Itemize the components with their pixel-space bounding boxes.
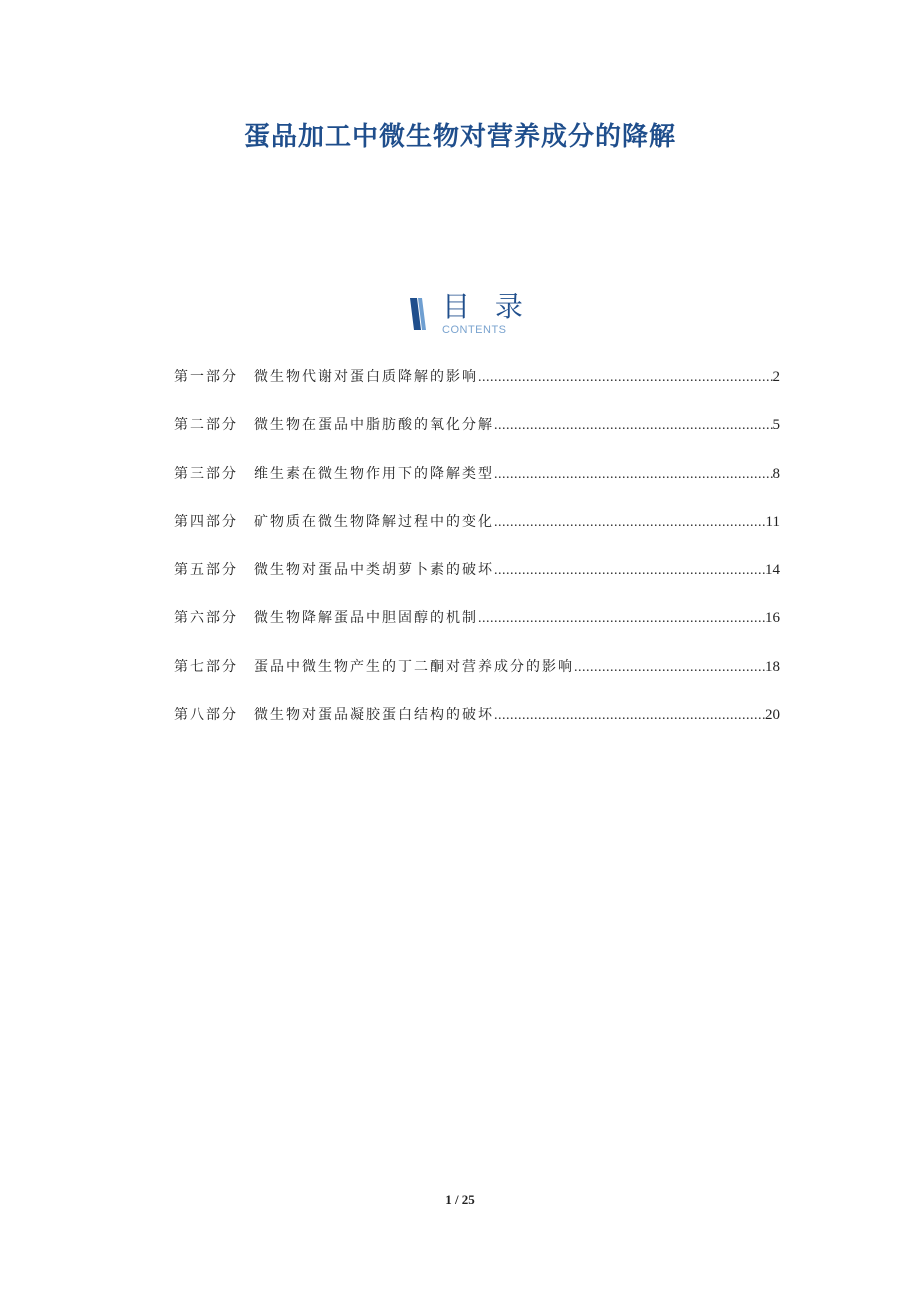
toc-entry-page: 8: [772, 465, 780, 482]
toc-entry-page: 14: [765, 562, 780, 579]
toc-entry-3[interactable]: [174, 463, 780, 511]
toc-entry-part: 第四部分: [174, 513, 238, 530]
toc-dot-leader: [478, 608, 765, 630]
toc-entry-title: 微生物对蛋品凝胶蛋白结构的破坏: [254, 707, 494, 724]
toc-entry-part: 第六部分: [174, 610, 238, 627]
toc-subheading: CONTENTS: [442, 324, 507, 336]
toc-entry-title: 微生物在蛋品中脂肪酸的氧化分解: [254, 417, 494, 434]
toc-entry-part: 第二部分: [174, 417, 238, 434]
toc-entry-part: 第一部分: [174, 369, 238, 385]
toc-dot-leader: [478, 367, 773, 389]
toc-entry-part: 第五部分: [174, 562, 238, 579]
toc-entry-title: 维生素在微生物作用下的降解类型: [254, 465, 494, 482]
toc-entry-page: 5: [772, 417, 780, 434]
toc-heading: 目 录: [442, 290, 531, 323]
toc-dot-leader: [494, 464, 773, 486]
toc-entry-title: 矿物质在微生物降解过程中的变化: [254, 513, 494, 530]
toc-entry-page: 18: [765, 658, 780, 675]
toc-entry-6[interactable]: [174, 607, 780, 655]
toc-entry-part: 第七部分: [174, 658, 238, 675]
toc-entry-part: 第三部分: [174, 465, 238, 482]
toc-logo-icon: [408, 296, 434, 332]
toc-entry-title: 微生物代谢对蛋白质降解的影响: [254, 369, 478, 385]
toc-header: [408, 290, 531, 340]
toc-entry-page: 11: [765, 513, 780, 530]
toc-dot-leader: [494, 415, 773, 437]
toc-entry-4[interactable]: [174, 511, 780, 559]
toc-entry-2[interactable]: [174, 414, 780, 462]
toc-entry-page: 20: [765, 707, 780, 724]
table-of-contents: [174, 366, 780, 752]
toc-dot-leader: [574, 657, 765, 679]
toc-entry-5[interactable]: [174, 559, 780, 607]
toc-entry-part: 第八部分: [174, 707, 238, 724]
document-title: 蛋品加工中微生物对营养成分的降解: [243, 122, 676, 152]
toc-entry-page: 2: [772, 369, 780, 385]
toc-entry-1[interactable]: [174, 366, 780, 414]
toc-entry-title: 蛋品中微生物产生的丁二酮对营养成分的影响: [254, 658, 574, 675]
toc-entry-title: 微生物降解蛋品中胆固醇的机制: [254, 610, 478, 627]
toc-dot-leader: [494, 512, 766, 534]
toc-entry-7[interactable]: [174, 656, 780, 704]
toc-dot-leader: [494, 560, 765, 582]
toc-entry-8[interactable]: [174, 704, 780, 752]
toc-entry-title: 微生物对蛋品中类胡萝卜素的破坏: [254, 562, 494, 579]
page-number: 1 / 25: [445, 1192, 475, 1207]
toc-dot-leader: [494, 705, 765, 727]
toc-entry-page: 16: [765, 610, 780, 627]
